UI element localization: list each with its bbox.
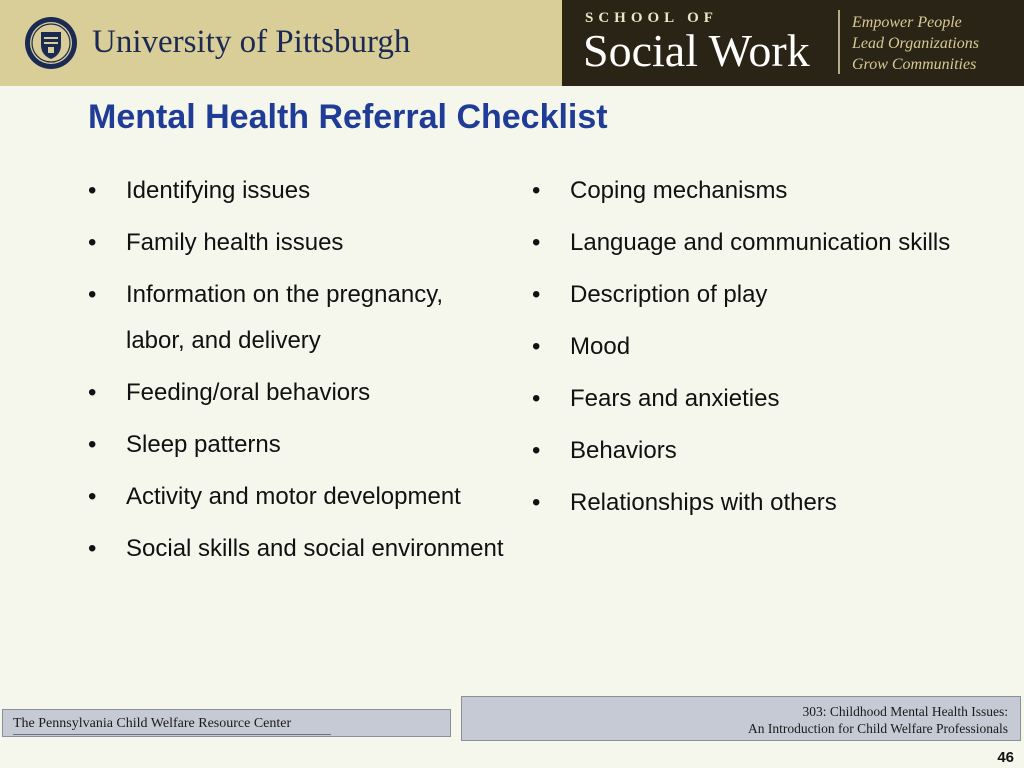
tagline-line: Empower People [852,14,962,31]
bullet-icon: • [532,333,541,360]
checklist-item-label: Fears and anxieties [570,385,780,412]
checklist-item-label: Family health issues [126,229,344,256]
bullet-icon: • [88,177,97,204]
checklist-item-label: Sleep patterns [126,431,281,458]
school-name: Social Work [583,25,810,76]
page-number: 46 [997,749,1014,766]
school-of-label: SCHOOL OF [585,10,718,26]
checklist-item-label: Identifying issues [126,177,311,204]
checklist-item-label: Relationships with others [570,489,837,516]
footer-course-title [748,703,1008,737]
checklist-item-label: Language and communication skills [570,229,951,256]
bullet-icon: • [532,489,541,516]
checklist-item-label: Feeding/oral behaviors [126,379,371,406]
university-banner [0,0,562,86]
checklist-item [88,168,508,214]
checklist-item [88,422,508,468]
slide-title: Mental Health Referral Checklist [88,98,608,136]
bullet-icon: • [532,229,541,256]
footer-course-line: 303: Childhood Mental Health Issues: [802,704,1008,719]
checklist-item [532,324,992,370]
university-name: University of Pittsburgh [92,24,411,60]
checklist-item [88,272,508,364]
bullet-icon: • [532,385,541,412]
tagline [852,12,979,75]
checklist-item [532,428,992,474]
bullet-icon: • [532,437,541,464]
university-seal-icon [24,14,78,72]
checklist-item [88,370,508,416]
bullet-icon: • [532,177,541,204]
bullet-icon: • [88,379,97,406]
footer-course-box [461,696,1021,741]
checklist-item [88,220,508,266]
checklist-item-label: Information on the pregnancy, labor, and delivery [126,281,444,354]
checklist-item-label: Mood [570,333,631,360]
checklist-item [532,376,992,422]
tagline-line: Lead Organizations [852,35,979,52]
checklist-item [88,526,508,572]
checklist-item [532,272,992,318]
bullet-icon: • [88,535,97,562]
footer-underline [13,734,331,735]
checklist-item [532,220,990,266]
footer-organization-name: The Pennsylvania Child Welfare Resource Center [13,716,292,731]
bullet-icon: • [88,229,97,256]
checklist-left-column [88,168,508,578]
checklist-item [532,168,992,214]
header-banner [0,0,1024,86]
checklist-item-label: Activity and motor development [126,483,461,510]
bullet-icon: • [88,431,97,458]
checklist-item-label: Description of play [570,281,768,308]
bullet-icon: • [88,281,97,308]
checklist-item [88,474,508,520]
bullet-icon: • [532,281,541,308]
footer-course-line: An Introduction for Child Welfare Professionals [748,721,1008,736]
banner-divider [838,10,840,74]
checklist-item-label: Social skills and social environment [126,535,504,562]
checklist-item-label: Coping mechanisms [570,177,788,204]
checklist-item-label: Behaviors [570,437,677,464]
footer-organization-box [2,709,451,737]
checklist-item [532,480,992,526]
checklist-right-column [532,168,992,532]
bullet-icon: • [88,483,97,510]
tagline-line: Grow Communities [852,56,977,73]
